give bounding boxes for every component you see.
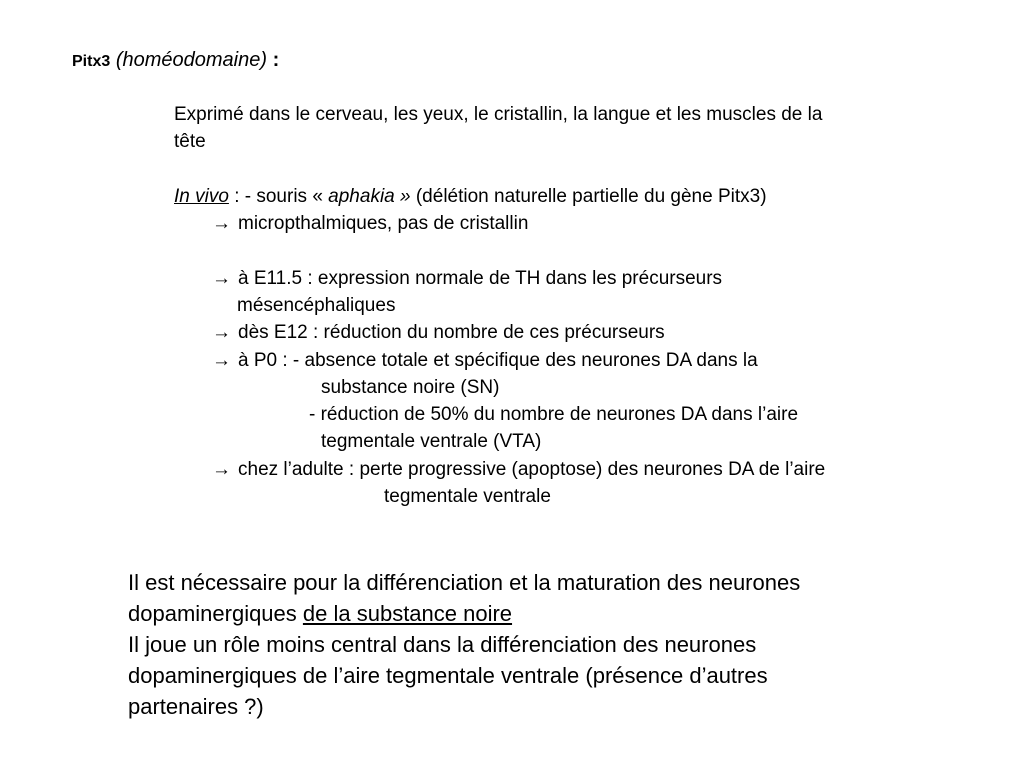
arrow-icon: →: [212, 268, 231, 289]
arrow-icon: →: [212, 322, 231, 343]
arrow-icon: →: [212, 459, 231, 480]
conclusion-line-2: [128, 598, 512, 629]
consequence-4: [212, 347, 758, 374]
consequence-4-second-cont: tegmentale ventrale (VTA): [321, 431, 542, 452]
in-vivo-label: In vivo: [174, 186, 229, 207]
conclusion-line-5: partenaires ?): [128, 694, 264, 719]
consequence-4-text: à P0 : - absence totale et spécifique des neurones DA dans la: [238, 350, 758, 371]
consequence-1-text: micropthalmiques, pas de cristallin: [238, 213, 529, 234]
conclusion-line-4: dopaminergiques de l’aire tegmentale ventrale (présence d’autres: [128, 663, 768, 688]
consequence-5-cont: tegmentale ventrale: [384, 486, 551, 507]
mouse-name: aphakia »: [328, 186, 411, 207]
substance-noire-emphasis: de la substance noire: [302, 601, 513, 626]
in-vivo-line: [174, 183, 767, 210]
consequence-2: [212, 265, 722, 292]
title-colon: :: [272, 49, 280, 71]
consequence-5: [212, 456, 825, 483]
conclusion-line-3: Il joue un rôle moins central dans la différenciation des neurones: [128, 632, 757, 657]
expression-line-1: Exprimé dans le cerveau, les yeux, le cristallin, la langue et les muscles de la: [174, 104, 823, 125]
consequence-4-cont: substance noire (SN): [321, 377, 500, 398]
expression-line-2: tête: [174, 131, 206, 152]
conclusion-line-2-start: dopaminergiques: [128, 601, 303, 626]
conclusion-line-1: Il est nécessaire pour la différenciation et la maturation des neurones: [128, 570, 801, 595]
consequence-2-text: à E11.5 : expression normale de TH dans les précurseurs: [238, 268, 723, 289]
slide-title: [72, 46, 279, 76]
consequence-2-cont: mésencéphaliques: [237, 295, 396, 316]
gene-name: Pitx3: [72, 53, 111, 70]
consequence-4-second: - réduction de 50% du nombre de neurones DA dans l’aire: [309, 404, 799, 425]
gene-qualifier: (homéodomaine): [115, 49, 268, 71]
in-vivo-rest: (délétion naturelle partielle du gène Pitx3): [410, 186, 767, 207]
consequence-3-text: dès E12 : réduction du nombre de ces précurseurs: [238, 322, 665, 343]
arrow-icon: →: [212, 213, 231, 234]
arrow-icon: →: [212, 350, 231, 371]
consequence-1: [212, 210, 528, 237]
consequence-3: [212, 319, 665, 346]
in-vivo-sep: : - souris «: [228, 186, 329, 207]
consequence-5-text: chez l’adulte : perte progressive (apoptose) des neurones DA de l’aire: [238, 459, 826, 480]
